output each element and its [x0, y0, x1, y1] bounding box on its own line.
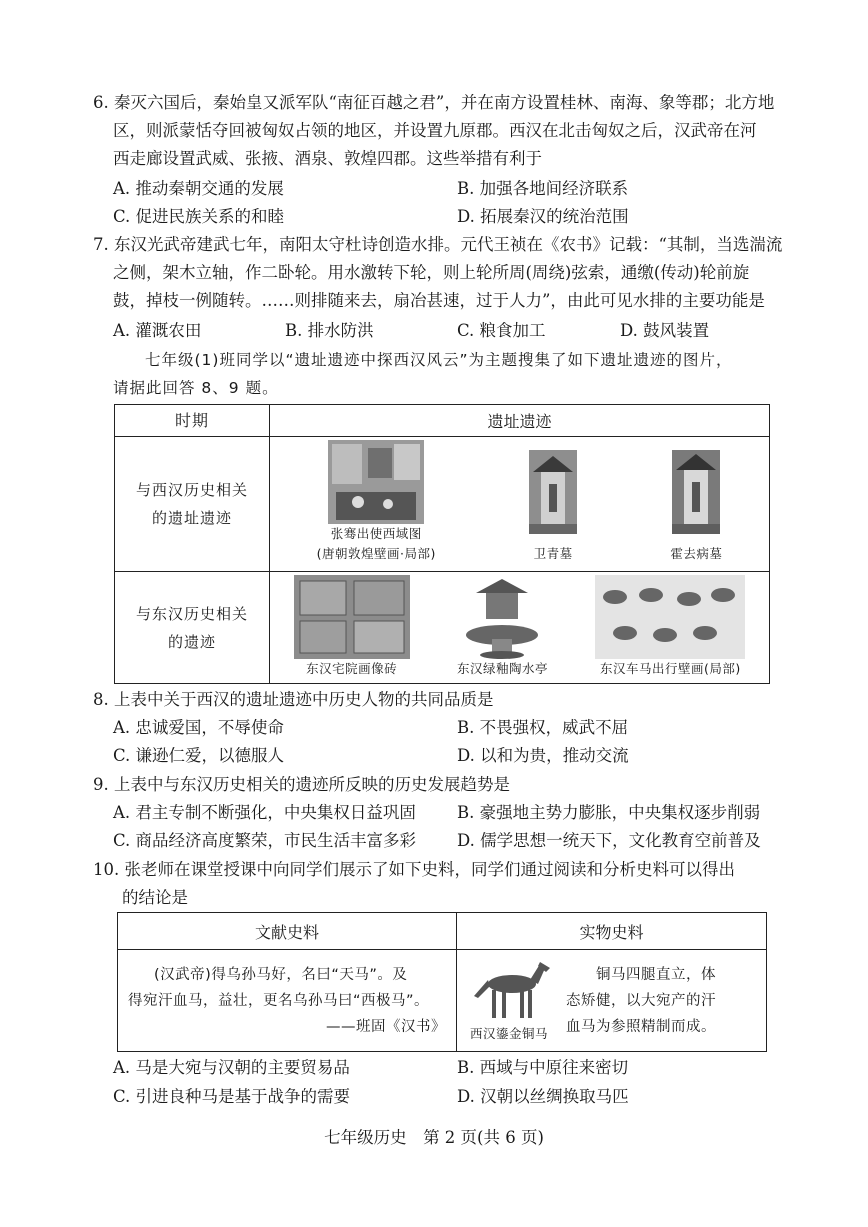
- q7-option-d[interactable]: D. 鼓风装置: [620, 321, 710, 340]
- physical-source: [457, 950, 767, 1052]
- intro-line2: 请据此回答 8、9 题。: [113, 379, 279, 397]
- q7-stem-line1: 7. 东汉光武帝建武七年，南阳太守杜诗创造水排。元代王祯在《农书》记载：“其制，当选湍流: [93, 235, 783, 254]
- q7-option-b[interactable]: B. 排水防洪: [285, 321, 374, 340]
- zhang-qian-caption-2: (唐朝敦煌壁画·局部): [316, 546, 436, 561]
- q9-option-c[interactable]: C. 商品经济高度繁荣，市民生活丰富多彩: [113, 831, 417, 850]
- q6-stem-line2: 区，则派蒙恬夺回被匈奴占领的地区，并设置九原郡。西汉在北击匈奴之后，汉武帝在河: [113, 121, 757, 140]
- obj-line2: 态矫健，以大宛产的汗: [566, 992, 716, 1009]
- q10-stem-line2: 的结论是: [122, 888, 188, 907]
- chariot-mural-image: [595, 575, 745, 659]
- obj-line3: 血马为参照精制而成。: [566, 1018, 716, 1035]
- q10-option-c[interactable]: C. 引进良种马是基于战争的需要: [113, 1087, 351, 1106]
- row2-label-line2: 的遗迹: [167, 632, 216, 651]
- sites-table: [114, 404, 770, 684]
- bronze-horse-figure: [466, 958, 552, 1044]
- q9-option-b[interactable]: B. 豪强地主势力膨胀，中央集权逐步削弱: [457, 803, 761, 822]
- q9-stem: 9. 上表中与东汉历史相关的遗迹所反映的历史发展趋势是: [93, 775, 510, 794]
- wei-qing-tomb-figure: [529, 450, 577, 564]
- bronze-horse-image: [466, 958, 552, 1024]
- source-table: [117, 912, 767, 1052]
- q8-option-c[interactable]: C. 谦逊仁爱，以德服人: [113, 746, 285, 765]
- zhang-qian-mural-image: [328, 440, 424, 524]
- obj-line1: 铜马四腿直立，体: [596, 966, 716, 983]
- q8-stem: 8. 上表中关于西汉的遗址遗迹中历史人物的共同品质是: [93, 690, 494, 709]
- q8-option-b[interactable]: B. 不畏强权，威武不屈: [457, 718, 629, 737]
- courtyard-brick-image: [294, 575, 410, 659]
- q6-stem-line3: 西走廊设置武威、张掖、酒泉、敦煌四郡。这些举措有利于: [113, 149, 542, 168]
- zhang-qian-caption-1: 张骞出使西域图: [330, 526, 422, 541]
- chariot-mural-caption: 东汉车马出行壁画(局部): [599, 660, 741, 676]
- doc-line3: ——班固《汉书》: [326, 1018, 446, 1035]
- q10-option-a[interactable]: A. 马是大宛与汉朝的主要贸易品: [113, 1058, 350, 1077]
- q9-option-d[interactable]: D. 儒学思想一统天下，文化教育空前普及: [457, 831, 761, 850]
- doc-line1: (汉武帝)得乌孙马好，名曰“天马”。及: [154, 966, 408, 983]
- row-western-han-images: [270, 437, 770, 572]
- row1-label-line2: 的遗址遗迹: [151, 509, 232, 527]
- row1-label-line1: 与西汉历史相关: [135, 481, 248, 499]
- pottery-pavilion-figure: [457, 575, 548, 679]
- header-physical: 实物史料: [457, 913, 767, 950]
- doc-line2: 得宛汗血马，益壮，更名乌孙马曰“西极马”。: [128, 992, 430, 1009]
- huo-qubing-tomb-figure: [670, 450, 722, 564]
- horse-caption: 西汉鎏金铜马: [469, 1025, 548, 1041]
- q7-option-a[interactable]: A. 灌溉农田: [113, 321, 202, 340]
- pottery-pavilion-image: [462, 575, 542, 659]
- q10-option-d[interactable]: D. 汉朝以丝绸换取马匹: [457, 1087, 629, 1106]
- documentary-source: [118, 950, 457, 1052]
- huo-qubing-caption: 霍去病墓: [670, 546, 723, 561]
- q6-option-a[interactable]: A. 推动秦朝交通的发展: [113, 179, 284, 198]
- q6-stem-line1: 6. 秦灭六国后，秦始皇又派军队“南征百越之君”，并在南方设置桂林、南海、象等郡；北方地: [93, 93, 775, 112]
- wei-qing-tomb-image: [529, 450, 577, 534]
- row2-label-line1: 与东汉历史相关: [135, 604, 248, 623]
- q8-option-d[interactable]: D. 以和为贵，推动交流: [457, 746, 629, 765]
- header-sites: 遗址遗迹: [270, 405, 770, 437]
- q6-option-d[interactable]: D. 拓展秦汉的统治范围: [457, 207, 629, 226]
- chariot-mural-figure: [595, 575, 745, 679]
- q8-option-a[interactable]: A. 忠诚爱国，不辱使命: [113, 718, 284, 737]
- courtyard-brick-caption: 东汉宅院画像砖: [306, 660, 398, 676]
- huo-qubing-tomb-image: [672, 450, 720, 534]
- row-eastern-han-images: [270, 572, 770, 684]
- q6-option-b[interactable]: B. 加强各地间经济联系: [457, 179, 629, 198]
- q7-stem-line2: 之侧，架木立轴，作二卧轮。用水激转下轮，则上轮所周(周绕)弦索，通缴(传动)轮前旋: [113, 263, 750, 282]
- q9-option-a[interactable]: A. 君主专制不断强化，中央集权日益巩固: [113, 803, 416, 822]
- row-eastern-han-label: [115, 572, 270, 684]
- q6-option-c[interactable]: C. 促进民族关系的和睦: [113, 207, 285, 226]
- intro-line1: 七年级(1)班同学以“遗址遗迹中探西汉风云”为主题搜集了如下遗址遗迹的图片，: [145, 351, 733, 369]
- q10-stem-line1: 10. 张老师在课堂授课中向同学们展示了如下史料，同学们通过阅读和分析史料可以得出: [93, 860, 735, 879]
- wei-qing-caption: 卫青墓: [533, 546, 573, 561]
- pottery-pavilion-caption: 东汉绿釉陶水亭: [456, 660, 548, 676]
- courtyard-brick-figure: [294, 575, 410, 679]
- q7-stem-line3: 鼓，掉枝一例随转。……则排随来去，扇冶甚速，过于人力”，由此可见水排的主要功能是: [113, 291, 765, 310]
- header-period: 时期: [115, 405, 270, 437]
- q7-option-c[interactable]: C. 粮食加工: [457, 321, 546, 340]
- zhang-qian-mural-figure: [317, 440, 436, 564]
- header-documentary: 文献史料: [118, 913, 457, 950]
- q10-option-b[interactable]: B. 西域与中原往来密切: [457, 1058, 629, 1077]
- page-footer: 七年级历史 第 2 页(共 6 页): [324, 1128, 544, 1147]
- row-western-han-label: [115, 437, 270, 572]
